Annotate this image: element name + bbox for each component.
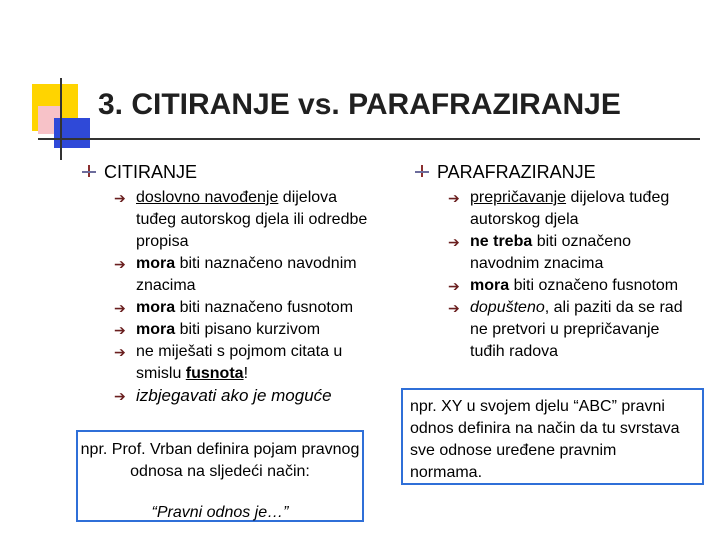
citiranje-item-text: dijelova tuđeg autorskog djela ili odredbe propisa <box>136 189 368 250</box>
parafraziranje-item-text: ne treba <box>470 233 533 250</box>
citiranje-item <box>114 297 374 319</box>
arrow-right-icon: ➔ <box>114 388 126 404</box>
parafraziranje-item <box>448 275 698 297</box>
citiranje-item-text: izbjegavati ako je moguće <box>136 386 332 405</box>
citiranje-example-text: npr. Prof. Vrban definira pojam pravnog odnosa na sljedeći način: <box>80 441 360 480</box>
left-heading-label: CITIRANJE <box>104 162 198 182</box>
citiranje-item-text: mora <box>136 321 176 338</box>
left-column-heading <box>104 162 197 183</box>
parafraziranje-item <box>448 231 698 275</box>
citiranje-item <box>114 253 374 297</box>
marker-icon <box>415 165 431 177</box>
arrow-right-icon: ➔ <box>114 256 126 272</box>
citiranje-item-text: mora <box>136 255 176 272</box>
parafraziranje-item <box>448 297 698 363</box>
decorative-horizontal-line <box>38 138 700 140</box>
slide-title: 3. CITIRANJE vs. PARAFRAZIRANJE <box>98 88 621 121</box>
arrow-right-icon: ➔ <box>448 190 460 206</box>
parafraziranje-item-text: biti označeno fusnotom <box>509 277 679 294</box>
right-column-heading <box>437 162 596 183</box>
parafraziranje-item-text: biti označeno navodnim znacima <box>470 233 631 272</box>
citiranje-example-box <box>76 430 364 522</box>
arrow-right-icon: ➔ <box>114 344 126 360</box>
arrow-right-icon: ➔ <box>448 234 460 250</box>
citiranje-list <box>114 187 374 408</box>
citiranje-item-text: fusnota <box>185 365 244 382</box>
parafraziranje-item-text: prepričavanje <box>470 189 567 206</box>
decorative-vertical-line <box>60 78 62 160</box>
parafraziranje-example-text: npr. XY u svojem djelu “ABC” pravni odnos definira na način da tu svrstava sve odnose uređene pravnim normama. <box>410 398 680 481</box>
citiranje-item-text: biti pisano kurzivom <box>175 321 321 338</box>
arrow-right-icon: ➔ <box>448 300 460 316</box>
citiranje-item-text: ! <box>243 365 249 382</box>
marker-icon <box>82 165 98 177</box>
citiranje-item <box>114 385 374 408</box>
citiranje-item-text: biti naznačeno navodnim znacima <box>136 255 357 294</box>
arrow-right-icon: ➔ <box>114 322 126 338</box>
parafraziranje-example-box <box>401 388 704 485</box>
right-heading-label: PARAFRAZIRANJE <box>437 162 596 182</box>
arrow-right-icon: ➔ <box>114 190 126 206</box>
parafraziranje-item-text: dijelova tuđeg autorskog djela <box>470 189 670 228</box>
citiranje-example-quote: “Pravni odnos je…” <box>151 504 289 521</box>
parafraziranje-item-text: dopušteno <box>470 299 545 316</box>
parafraziranje-item <box>448 187 698 231</box>
citiranje-item <box>114 341 374 385</box>
arrow-right-icon: ➔ <box>114 300 126 316</box>
citiranje-item-text: doslovno navođenje <box>136 189 279 206</box>
parafraziranje-item-text: , ali paziti da se rad ne pretvori u prepričavanje tuđih radova <box>470 299 683 360</box>
citiranje-item-text: biti naznačeno fusnotom <box>175 299 354 316</box>
citiranje-item-text: ne miješati s pojmom citata u smislu <box>136 343 343 382</box>
arrow-right-icon: ➔ <box>448 278 460 294</box>
citiranje-item <box>114 187 374 253</box>
parafraziranje-item-text: mora <box>470 277 510 294</box>
citiranje-item <box>114 319 374 341</box>
parafraziranje-list <box>448 187 698 363</box>
citiranje-item-text: mora <box>136 299 176 316</box>
